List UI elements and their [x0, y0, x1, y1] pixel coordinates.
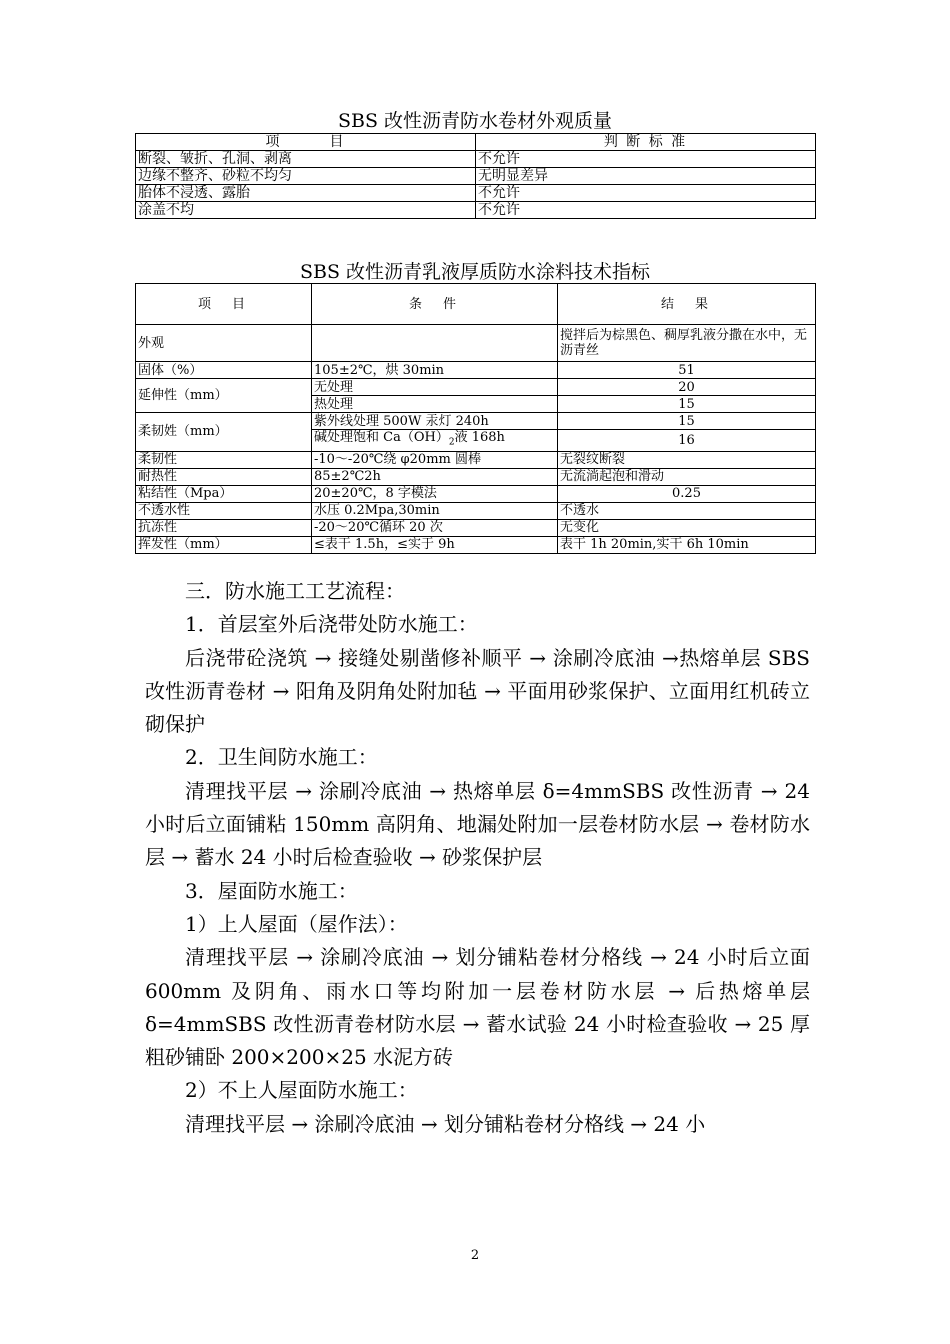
table-cell: -10～-20℃绕 φ20mm 圆棒	[312, 451, 558, 468]
table-cell: 固体（%）	[136, 362, 312, 379]
table-cell: 水压 0.2Mpa,30min	[312, 502, 558, 519]
construction-process-text	[145, 575, 810, 1141]
table-cell: 85±2℃2h	[312, 468, 558, 485]
table-cell: 断裂、皱折、孔洞、剥离	[136, 151, 476, 168]
table-cell: 无变化	[558, 519, 816, 536]
table-row	[136, 362, 816, 379]
table1-title: SBS 改性沥青防水卷材外观质量	[337, 110, 613, 132]
paragraph: 清理找平层 → 涂刷冷底油 → 热熔单层 δ=4mmSBS 改性沥青 → 24 小时后立面铺粘 150mm 高阴角、地漏处附加一层卷材防水层 → 卷材防水层 → 蓄水 24 小时后检查验收 → 砂浆保护层	[145, 778, 810, 870]
subsection-heading: 2）不上人屋面防水施工：	[185, 1078, 418, 1103]
section-heading: 三．防水施工工艺流程：	[185, 579, 405, 603]
table-row	[136, 451, 816, 468]
table-row	[136, 379, 816, 396]
table-row	[136, 185, 816, 202]
table-cell: 不透水性	[136, 502, 312, 519]
table-cell: 不透水	[558, 502, 816, 519]
table-row	[136, 519, 816, 536]
subsection-heading: 3．屋面防水施工：	[185, 878, 358, 903]
table-cell: 不允许	[476, 185, 816, 202]
table-cell: 外观	[136, 325, 312, 362]
table-cell: 15	[558, 413, 816, 430]
table-cell: 边缘不整齐、砂粒不均匀	[136, 168, 476, 185]
table-cell: 热处理	[312, 396, 558, 413]
table-cell: 耐热性	[136, 468, 312, 485]
table-cell: 紫外线处理 500W 汞灯 240h	[312, 413, 558, 430]
table-cell: 不允许	[476, 151, 816, 168]
header-cell: 项 目	[136, 284, 312, 325]
table-cell: 粘结性（Mpa）	[136, 485, 312, 502]
table-cell: 胎体不浸透、露胎	[136, 185, 476, 202]
subsection-heading: 1）上人屋面（屋作法）：	[185, 911, 408, 936]
table-row	[136, 413, 816, 430]
table-cell	[312, 325, 558, 362]
cell-text: 碱处理饱和 Ca（OH）	[314, 430, 449, 445]
table-row	[136, 202, 816, 219]
table-cell: 105±2℃，烘 30min	[312, 362, 558, 379]
table-cell: 无处理	[312, 379, 558, 396]
table-cell	[312, 430, 558, 452]
table-cell: 延伸性（mm）	[136, 379, 312, 413]
table-cell: 20	[558, 379, 816, 396]
table-cell: 表干 1h 20min,实干 6h 10min	[558, 536, 816, 553]
table-header-row	[136, 284, 816, 325]
subscript: 2	[448, 437, 455, 448]
page-number: 2	[470, 1248, 480, 1263]
table-row	[136, 502, 816, 519]
paragraph: 清理找平层 → 涂刷冷底油 → 划分铺粘卷材分格线 → 24 小时后立面 600mm 及阴角、雨水口等均附加一层卷材防水层 → 后热熔单层 δ=4mmSBS 改性沥青卷材防水层 → 蓄水试验 24 小时检查验收 → 25 厚粗砂铺卧 200×200×25 水泥方砖	[145, 945, 810, 1070]
paragraph: 清理找平层 → 涂刷冷底油 → 划分铺粘卷材分格线 → 24 小	[185, 1111, 706, 1136]
table-row	[136, 325, 816, 362]
header-cell: 项 目	[136, 134, 476, 151]
table-header-row	[136, 134, 816, 151]
table-row	[136, 168, 816, 185]
table-row	[136, 151, 816, 168]
header-cell: 条 件	[312, 284, 558, 325]
table-cell: 无流淌起泡和滑动	[558, 468, 816, 485]
header-cell: 结 果	[558, 284, 816, 325]
table-cell: 16	[558, 430, 816, 452]
table-cell: 0.25	[558, 485, 816, 502]
table-cell: 无明显差异	[476, 168, 816, 185]
table-cell: 抗冻性	[136, 519, 312, 536]
table-cell: 柔韧姓（mm）	[136, 413, 312, 452]
table2-title: SBS 改性沥青乳液厚质防水涂料技术指标	[299, 261, 651, 283]
table-cell: ≤表干 1.5h，≤实于 9h	[312, 536, 558, 553]
table-row	[136, 485, 816, 502]
subsection-heading: 1．首层室外后浇带处防水施工：	[185, 612, 478, 637]
table-cell: 51	[558, 362, 816, 379]
header-cell: 判 断 标 准	[476, 134, 816, 151]
table-cell: 无裂纹断裂	[558, 451, 816, 468]
cell-text: 液 168h	[454, 430, 505, 445]
table-row	[136, 468, 816, 485]
table-cell: 20±20℃，8 字模法	[312, 485, 558, 502]
technical-specs-table	[135, 283, 816, 554]
subsection-heading: 2．卫生间防水施工：	[185, 745, 378, 770]
table-cell: 涂盖不均	[136, 202, 476, 219]
table-cell: 15	[558, 396, 816, 413]
appearance-quality-table	[135, 133, 816, 219]
table-row	[136, 536, 816, 553]
table-cell: -20～20℃循环 20 次	[312, 519, 558, 536]
table-cell: 柔韧性	[136, 451, 312, 468]
paragraph: 后浇带砼浇筑 → 接缝处剔凿修补顺平 → 涂刷冷底油 →热熔单层 SBS 改性沥青卷材 → 阳角及阴角处附加毡 → 平面用砂浆保护、立面用红机砖立砌保护	[145, 645, 810, 737]
table-cell: 不允许	[476, 202, 816, 219]
table-cell: 搅拌后为棕黑色、稠厚乳液分撒在水中，无沥青丝	[558, 325, 816, 362]
table-cell: 挥发性（mm）	[136, 536, 312, 553]
